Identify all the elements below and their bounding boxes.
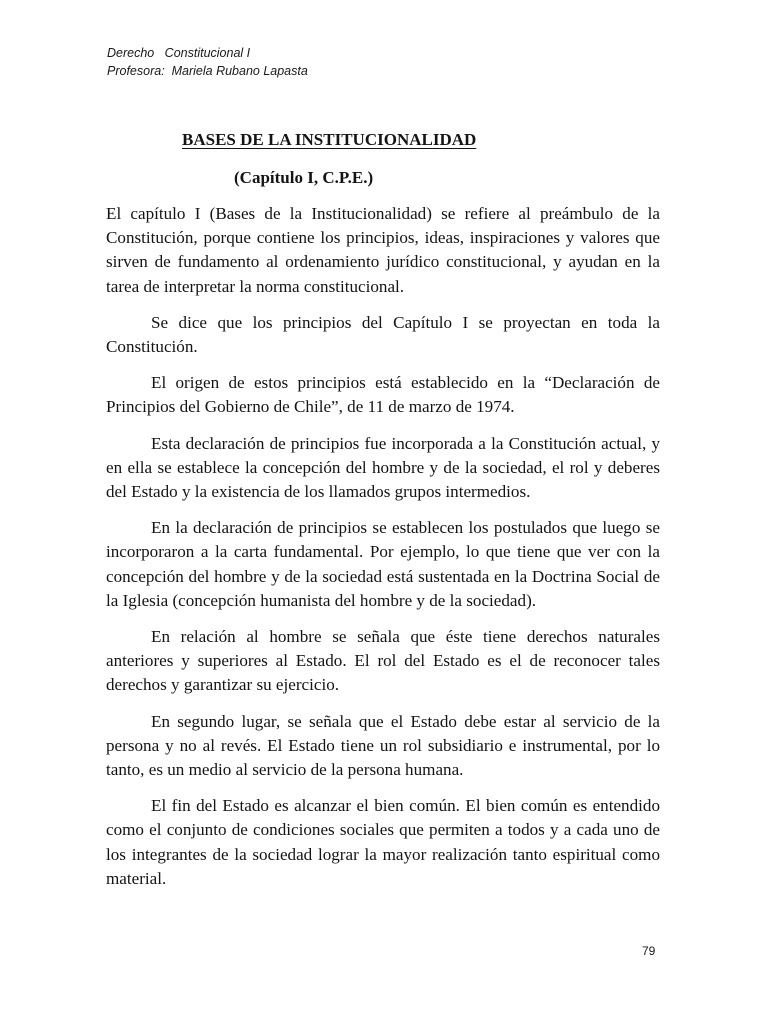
paragraph: El fin del Estado es alcanzar el bien común. El bien común es entendido como el conjunto de condiciones sociales que permiten a todos y a cada uno de los integrantes de la sociedad lograr la mayor realización tanto espiritual como material. [106,796,660,888]
paragraph: En relación al hombre se señala que éste tiene derechos naturales anteriores y superiores al Estado. El rol del Estado es el de reconocer tales derechos y garantizar su ejercicio. [106,627,660,695]
page-number: 79 [642,944,656,958]
paragraph: El capítulo I (Bases de la Institucionalidad) se refiere al preámbulo de la Constitución, porque contiene los principios, ideas, inspiraciones y valores que sirven de fundamento al ordenamiento jurídico constitucional, y ayudan en la tarea de interpretar la norma constitucional. [106,204,660,296]
paragraph: Se dice que los principios del Capítulo I se proyectan en toda la Constitución. [106,312,660,357]
page-header [107,44,308,80]
professor-name: Profesora: Mariela Rubano Lapasta [107,64,308,78]
document-subtitle: (Capítulo I, C.P.E.) [234,168,374,187]
paragraph: En la declaración de principios se establecen los postulados que luego se incorporaron a la carta fundamental. Por ejemplo, lo que tiene que ver con la concepción del hombre y de la sociedad está sustentada en la Doctrina Social de la Iglesia (concepción humanista del hombre y de la sociedad). [106,518,660,610]
document-body [106,202,660,903]
course-name: Derecho Constitucional I [107,46,251,60]
paragraph: Esta declaración de principios fue incorporada a la Constitución actual, y en ella se establece la concepción del hombre y de la sociedad, el rol y deberes del Estado y la existencia de los llamados grupos intermedios. [106,433,660,502]
paragraph: El origen de estos principios está establecido en la “Declaración de Principios del Gobierno de Chile”, de 11 de marzo de 1974. [106,373,660,417]
paragraph: En segundo lugar, se señala que el Estado debe estar al servicio de la persona y no al revés. El Estado tiene un rol subsidiario e instrumental, por lo tanto, es un medio al servicio de la persona humana. [106,711,660,780]
document-title: BASES DE LA INSTITUCIONALIDAD [182,130,477,149]
